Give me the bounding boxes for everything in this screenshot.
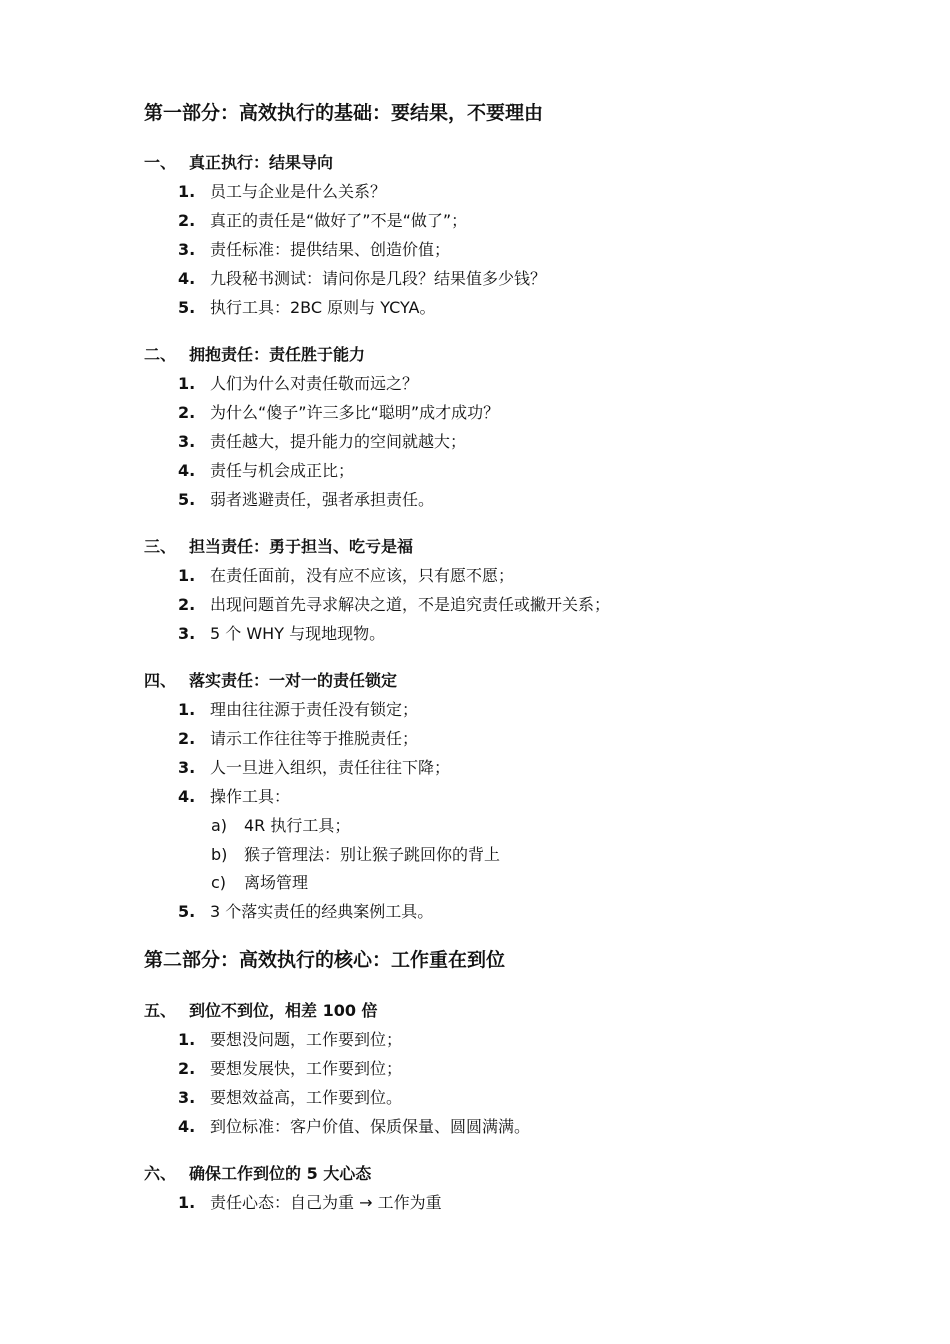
list-item: [178, 700, 418, 720]
list-marker: 1.: [178, 374, 196, 393]
sub-list-item: [211, 845, 500, 865]
list-item: [178, 624, 385, 644]
list-text: 落实责任：一对一的责任锁定: [189, 671, 398, 690]
section-heading: [144, 671, 397, 691]
section-heading: [144, 345, 365, 365]
list-marker: 五、: [144, 1001, 177, 1020]
list-marker: 5.: [178, 902, 196, 921]
list-item: [178, 374, 418, 394]
list-item: [178, 787, 290, 807]
list-marker: 六、: [144, 1164, 177, 1183]
list-marker: 4.: [178, 1117, 196, 1136]
list-item: [178, 240, 450, 260]
list-marker: 5.: [178, 298, 196, 317]
list-item: [178, 1059, 402, 1079]
list-marker: 5.: [178, 490, 196, 509]
list-text: 要想发展快，工作要到位；: [210, 1059, 403, 1078]
list-text: 理由往往源于责任没有锁定；: [210, 700, 419, 719]
list-text: 要想效益高，工作要到位。: [210, 1088, 403, 1107]
list-text: 确保工作到位的 5 大心态: [189, 1164, 372, 1183]
list-marker: a): [211, 816, 228, 835]
list-text: 猴子管理法：别让猴子跳回你的背上: [244, 845, 501, 864]
list-text: 九段秘书测试：请问你是几段？结果值多少钱？: [210, 269, 547, 288]
sub-list-item: [211, 816, 350, 836]
list-marker: 3.: [178, 758, 196, 777]
list-item: [178, 403, 499, 423]
list-text: 4R 执行工具；: [244, 816, 351, 835]
list-text: 操作工具：: [210, 787, 291, 806]
list-item: [178, 1193, 442, 1213]
list-text: 责任心态：自己为重 → 工作为重: [210, 1193, 442, 1212]
list-marker: 3.: [178, 624, 196, 643]
list-item: [178, 595, 610, 615]
list-marker: 1.: [178, 182, 196, 201]
list-text: 人们为什么对责任敬而远之？: [210, 374, 419, 393]
section-heading: [144, 537, 413, 557]
list-item: [178, 1117, 530, 1137]
part-heading: 第一部分：高效执行的基础：要结果，不要理由: [144, 102, 544, 124]
list-text: 担当责任：勇于担当、吃亏是福: [189, 537, 414, 556]
list-marker: 1.: [178, 700, 196, 719]
list-text: 员工与企业是什么关系？: [210, 182, 387, 201]
section-heading: [144, 1001, 378, 1021]
list-marker: 二、: [144, 345, 177, 364]
list-marker: 四、: [144, 671, 177, 690]
list-item: [178, 1030, 402, 1050]
list-text: 人一旦进入组织，责任往往下降；: [210, 758, 451, 777]
list-text: 弱者逃避责任，强者承担责任。: [210, 490, 435, 509]
list-text: 出现问题首先寻求解决之道，不是追究责任或撇开关系；: [210, 595, 611, 614]
list-text: 责任与机会成正比；: [210, 461, 355, 480]
list-text: 3 个落实责任的经典案例工具。: [210, 902, 434, 921]
list-marker: 2.: [178, 595, 196, 614]
list-text: 拥抱责任：责任胜于能力: [189, 345, 366, 364]
list-marker: 三、: [144, 537, 177, 556]
list-item: [178, 758, 450, 778]
list-text: 责任标准：提供结果、创造价值；: [210, 240, 451, 259]
list-text: 要想没问题，工作要到位；: [210, 1030, 403, 1049]
list-item: [178, 432, 466, 452]
list-text: 到位标准：客户价值、保质保量、圆圆满满。: [210, 1117, 531, 1136]
list-marker: b): [211, 845, 228, 864]
list-item: [178, 269, 546, 289]
section-heading: [144, 153, 333, 173]
list-text: 请示工作往往等于推脱责任；: [210, 729, 419, 748]
list-marker: c): [211, 873, 227, 892]
list-text: 离场管理: [244, 873, 309, 892]
list-item: [178, 1088, 402, 1108]
section-heading: [144, 1164, 371, 1184]
list-marker: 一、: [144, 153, 177, 172]
list-item: [178, 298, 436, 318]
list-text: 在责任面前，没有应不应该，只有愿不愿；: [210, 566, 515, 585]
list-item: [178, 461, 354, 481]
list-item: [178, 211, 467, 231]
list-marker: 2.: [178, 729, 196, 748]
list-item: [178, 566, 514, 586]
list-marker: 1.: [178, 1030, 196, 1049]
list-marker: 1.: [178, 1193, 196, 1212]
list-item: [178, 729, 418, 749]
list-text: 执行工具：2BC 原则与 YCYA。: [210, 298, 436, 317]
list-text: 责任越大，提升能力的空间就越大；: [210, 432, 467, 451]
list-item: [178, 490, 434, 510]
list-marker: 2.: [178, 403, 196, 422]
list-text: 真正的责任是“做好了”不是“做了”；: [210, 211, 468, 230]
list-marker: 4.: [178, 461, 196, 480]
list-text: 5 个 WHY 与现地现物。: [210, 624, 386, 643]
part-heading: 第二部分：高效执行的核心：工作重在到位: [144, 949, 506, 971]
list-marker: 1.: [178, 566, 196, 585]
list-item: [178, 182, 386, 202]
list-marker: 3.: [178, 240, 196, 259]
list-marker: 3.: [178, 432, 196, 451]
list-marker: 4.: [178, 269, 196, 288]
list-text: 真正执行：结果导向: [189, 153, 334, 172]
list-text: 为什么“傻子”许三多比“聪明”成才成功？: [210, 403, 500, 422]
list-marker: 3.: [178, 1088, 196, 1107]
list-text: 到位不到位，相差 100 倍: [189, 1001, 378, 1020]
sub-list-item: [211, 873, 308, 893]
list-marker: 2.: [178, 211, 196, 230]
list-marker: 4.: [178, 787, 196, 806]
list-marker: 2.: [178, 1059, 196, 1078]
list-item: [178, 902, 433, 922]
